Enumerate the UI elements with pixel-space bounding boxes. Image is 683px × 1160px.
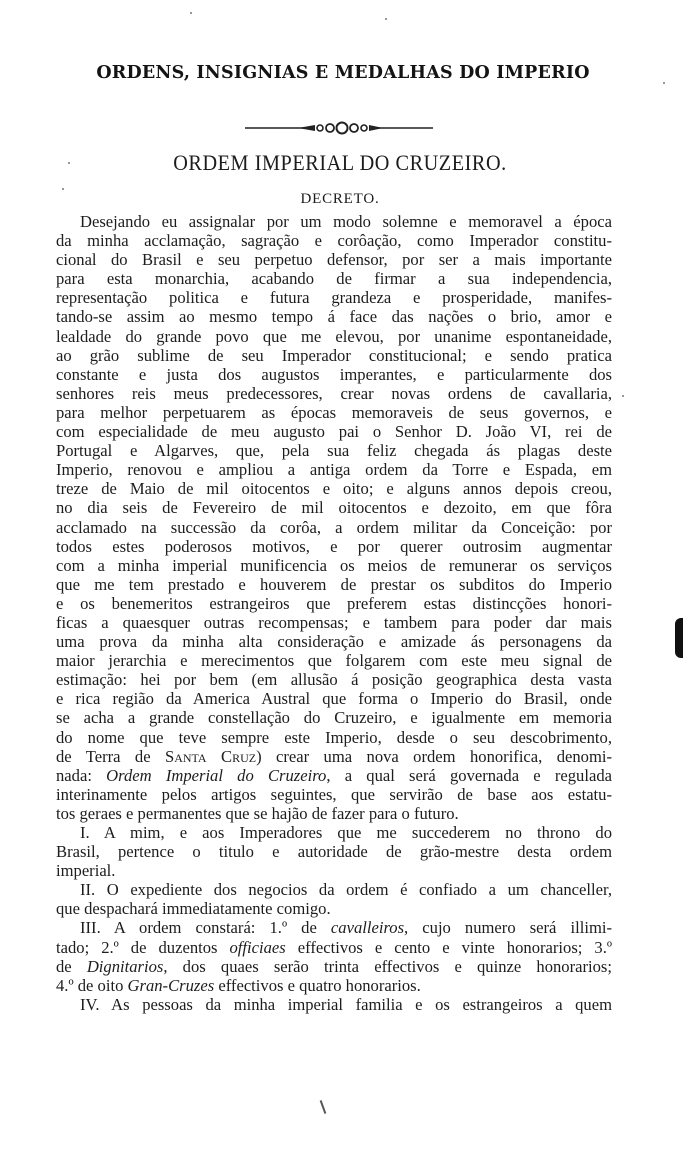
text-line: todos estes poderosos motivos, e por querer outrosim augmentar xyxy=(56,536,612,556)
text-run: 4.º de oito xyxy=(56,975,128,995)
text-line: maior jerarchia e merecimentos que folgarem com este meu signal de xyxy=(56,651,612,671)
text-line: com especialidade de meu augusto pai o Senhor D. João VI, rei de xyxy=(56,422,612,442)
text-line: tando-se assim ao mesmo tempo á face das nações o brio, amor e xyxy=(56,307,612,327)
text-line: lealdade do grande povo que me elevou, por unanime espontaneidade, xyxy=(56,326,612,346)
text-line: para esta monarchia, acabando de firmar a sua independencia, xyxy=(56,269,612,289)
italic-run: cavalleiros xyxy=(330,918,405,938)
text-run: nada: xyxy=(56,765,107,785)
text-line: cional do Brasil e seu perpetuo defensor, por ser a mais importante xyxy=(56,250,612,270)
text-run: III. A ordem constará: 1.º de xyxy=(80,918,331,938)
text-line: IV. As pessoas da minha imperial familia e os estrangeiros a quem xyxy=(80,994,612,1014)
text-run: de Terra de xyxy=(56,746,165,766)
text-run: effectivos e quatro honorarios. xyxy=(214,975,421,995)
text-line: Imperio, renovou e ampliou a antiga ordem da Torre e Espada, em xyxy=(56,460,612,480)
paper-speck xyxy=(622,395,624,397)
text-line: ficas a quaesquer outras recompensas; e tambem para poder dar mais xyxy=(56,612,612,632)
text-line: estimação: hei por bem (em allusão á posição geographica desta vasta xyxy=(56,670,612,690)
text-line: treze de Maio de mil oitocentos e oito; e alguns annos depois creou, xyxy=(56,479,612,499)
text-line: constante e justa dos augustos imperantes, e particularmente dos xyxy=(56,364,612,384)
text-line: ao grão sublime de seu Imperador constitucional; e sendo pratica xyxy=(56,345,612,365)
paper-speck xyxy=(68,162,70,164)
text-line: Portugal e Algarves, que, pela sua feliz chegada ás plagas deste xyxy=(56,441,612,461)
paper-speck xyxy=(663,82,665,84)
text-line: tos geraes e permanentes que se hajão de fazer para o futuro. xyxy=(56,803,459,823)
page-smudge-mark xyxy=(320,1100,327,1114)
text-line xyxy=(56,747,612,766)
text-line xyxy=(56,976,612,995)
text-run: , cujo numero será illimi- xyxy=(404,918,612,938)
decorative-rule-ornament-icon xyxy=(243,120,435,136)
text-run: , dos quaes serão trinta effectivos e quinze honorarios; xyxy=(163,956,612,976)
text-line: para melhor perpetuarem as épocas memoraveis de seus governos, e xyxy=(56,402,612,422)
text-line xyxy=(56,918,612,937)
text-line: uma prova da minha alta consideração e amizade ás personagens da xyxy=(56,632,612,652)
italic-run: Dignitarios xyxy=(86,956,164,976)
text-line: imperial. xyxy=(56,861,116,881)
page-edge-bleed-mark xyxy=(675,618,683,658)
paper-speck xyxy=(385,18,387,20)
text-line xyxy=(56,957,612,976)
text-line: do nome que teve sempre este Imperio, desde o seu descobrimento, xyxy=(56,727,612,747)
text-line: Brasil, pertence o titulo e autoridade de grão-mestre desta ordem xyxy=(56,842,612,862)
text-line: Desejando eu assignalar por um modo solemne e memoravel a época xyxy=(80,212,612,231)
text-line: e rica região da America Austral que forma o Imperio do Brasil, onde xyxy=(56,689,612,709)
italic-run: officiaes xyxy=(229,937,286,957)
text-line: senhores reis meus predecessores, crear novas ordens de cavallaria, xyxy=(56,383,612,403)
decree-body-text xyxy=(56,212,612,1014)
text-line: e os benemeritos estrangeiros que preferem estas distincções honori- xyxy=(56,593,612,613)
text-line: acclamado na successão da corôa, a ordem militar da Conceição: por xyxy=(56,517,612,537)
small-caps-run: Santa Cruz xyxy=(165,746,257,766)
section-title: ORDEM IMPERIAL DO CRUZEIRO. xyxy=(173,150,507,175)
running-title: ORDENS, INSIGNIAS E MEDALHAS DO IMPERIO xyxy=(96,63,590,83)
text-line: que despachará immediatamente comigo. xyxy=(56,899,331,919)
text-line: II. O expediente dos negocios da ordem é confiado a um chanceller, xyxy=(80,880,612,900)
text-line: interinamente pelos artigos seguintes, que servirão de base aos estatu- xyxy=(56,784,612,804)
decree-subtitle: DECRETO. xyxy=(300,191,380,207)
text-line: I. A mim, e aos Imperadores que me succederem no throno do xyxy=(80,823,612,842)
text-run: effectivos e cento e vinte honorarios; 3.º xyxy=(285,937,613,957)
italic-run: Gran-Cruzes xyxy=(127,975,215,995)
text-line: que me tem prestado e houverem de prestar os subditos do Imperio xyxy=(56,574,612,594)
paper-speck xyxy=(62,188,64,190)
text-line: se acha a grande constellação do Cruzeiro, e igualmente em memoria xyxy=(56,708,612,728)
paper-speck xyxy=(190,12,192,14)
text-run: , a qual será governada e regulada xyxy=(326,765,612,785)
text-line: da minha acclamação, sagração e corôação, como Imperador constitu- xyxy=(56,231,612,251)
text-line: no dia seis de Fevereiro de mil oitocentos e dezoito, em que fôra xyxy=(56,498,612,518)
text-line xyxy=(56,938,612,957)
text-run: tado; 2.º de duzentos xyxy=(56,937,230,957)
text-run: ) crear uma nova ordem honorifica, denomi- xyxy=(256,746,613,766)
text-line: representação politica e futura grandeza e prosperidade, manifes- xyxy=(56,288,612,308)
italic-run: Ordem Imperial do Cruzeiro xyxy=(106,765,327,785)
text-line xyxy=(56,766,612,785)
text-line: com a minha imperial munificencia os meios de remunerar os serviços xyxy=(56,555,612,575)
text-run: de xyxy=(56,956,87,976)
